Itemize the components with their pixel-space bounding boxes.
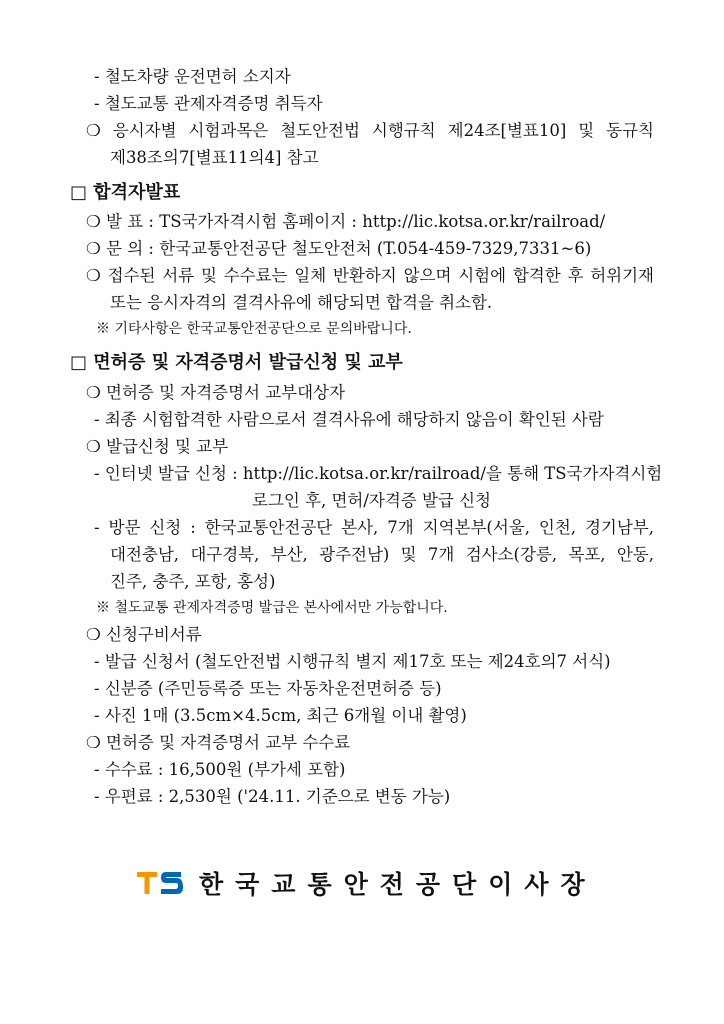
ts-logo [137,869,185,897]
text-line: ❍ 발급신청 및 교부 [86,437,229,456]
text-line: ❍ 응시자별 시험과목은 철도안전법 시행규칙 제24조[별표10] 및 동규칙 [86,121,654,140]
text-line: - 최종 시험합격한 사람으로서 결격사유에 해당하지 않음이 확인된 사람 [94,410,604,429]
text-line: 진주, 충주, 포항, 홍성) [110,572,276,591]
text-line: - 신분증 (주민등록증 또는 자동차운전면허증 등) [94,679,442,698]
text-line: 제38조의7[별표11의4] 참고 [110,148,319,167]
note-line: ※ 철도교통 관제자격증명 발급은 본사에서만 가능합니다. [96,600,448,616]
issuer-name: 한국교통안전공단이사장 [199,870,597,899]
text-line: ❍ 면허증 및 자격증명서 교부 수수료 [86,733,351,752]
ts-logo-icon [137,869,185,897]
text-line: 로그인 후, 면허/자격증 발급 신청 [252,491,491,510]
text-line: ❍ 면허증 및 자격증명서 교부대상자 [86,383,345,402]
text-line: ❍ 발 표 : TS국가자격시험 홈페이지 : http://lic.kotsa.or.kr/railroad/ [86,212,606,231]
text-line: - 우편료 : 2,530원 ('24.11. 기준으로 변동 가능) [94,787,451,806]
signature [137,866,597,900]
text-line: - 인터넷 발급 신청 : http://lic.kotsa.or.kr/railroad/을 통해 TS국가자격시험 [94,464,663,483]
text-line: ❍ 문 의 : 한국교통안전공단 철도안전처 (T.054-459-7329,7331~6) [86,239,592,258]
text-line: - 방문 신청 : 한국교통안전공단 본사, 7개 지역본부(서울, 인천, 경기남부, [94,518,654,537]
text-line: 대전충남, 대구경북, 부산, 광주전남) 및 7개 검사소(강릉, 목포, 안동, [110,545,654,564]
section-heading: □ 면허증 및 자격증명서 발급신청 및 교부 [70,352,403,373]
section-heading: □ 합격자발표 [70,182,181,203]
text-line: ❍ 신청구비서류 [86,625,202,644]
text-line: 또는 응시자격의 결격사유에 해당되면 합격을 취소함. [110,293,493,312]
text-line: - 철도차량 운전면허 소지자 [94,67,291,86]
text-line: - 발급 신청서 (철도안전법 시행규칙 별지 제17호 또는 제24호의7 서식) [94,652,611,671]
note-line: ※ 기타사항은 한국교통안전공단으로 문의바랍니다. [96,321,412,337]
text-line: - 철도교통 관제자격증명 취득자 [94,94,323,113]
text-line: ❍ 접수된 서류 및 수수료는 일체 반환하지 않으며 시험에 합격한 후 허위기재 [86,266,654,285]
text-line: - 사진 1매 (3.5cm×4.5cm, 최근 6개월 이내 촬영) [94,706,467,725]
text-line: - 수수료 : 16,500원 (부가세 포함) [94,760,346,779]
